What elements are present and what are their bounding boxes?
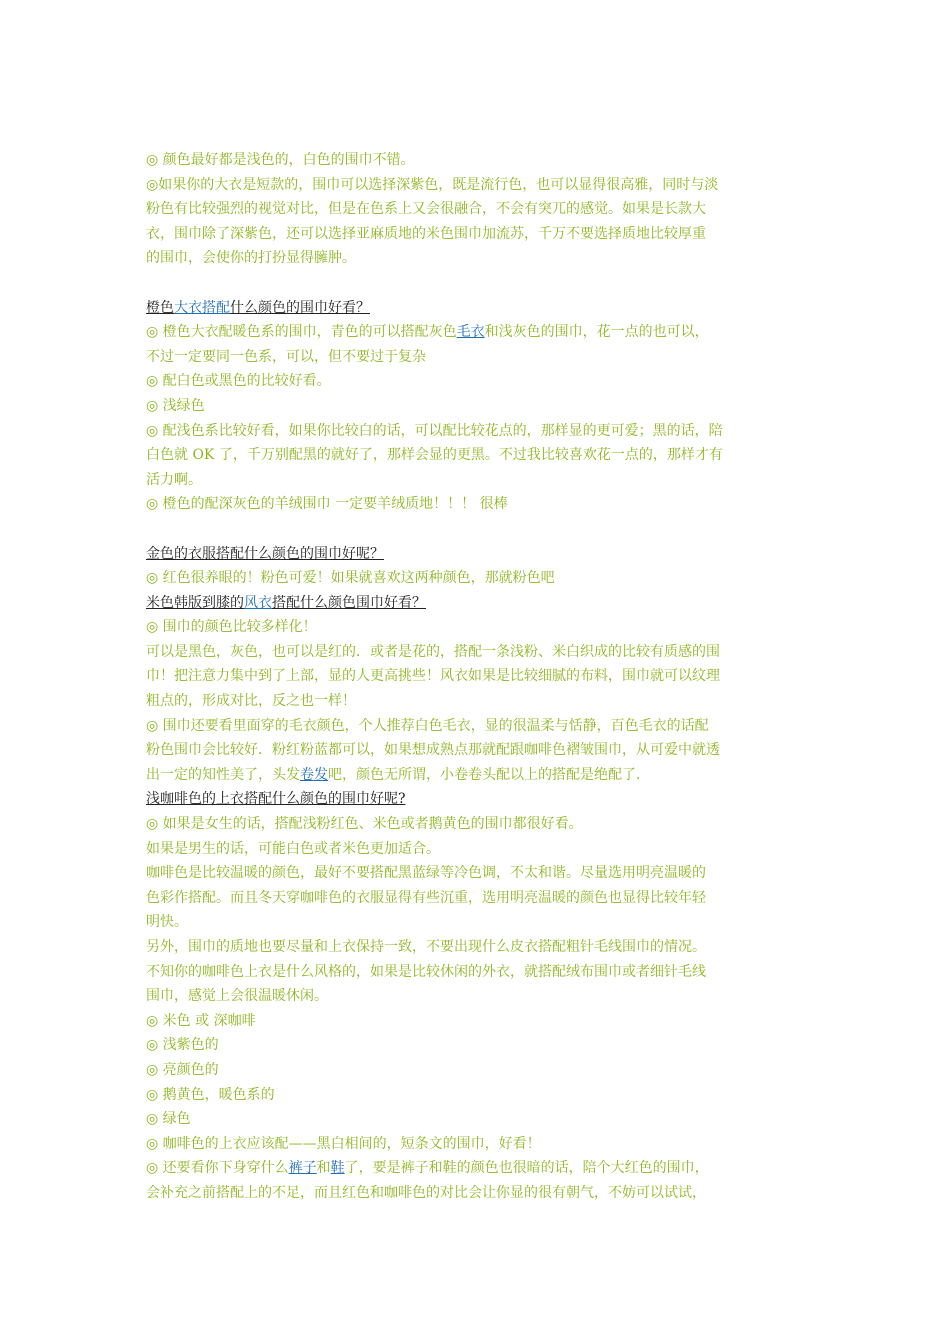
paragraph-line: ◎ 红色很养眼的！粉色可爱！如果就喜欢这两种颜色，那就粉色吧 (146, 570, 555, 587)
paragraph-line: 另外，围巾的质地也要尽量和上衣保持一致，不要出现什么皮衣搭配粗针毛线围巾的情况。 (146, 939, 706, 955)
link-coat-matching[interactable]: 大衣搭配 (174, 299, 230, 316)
text-span: ◎ 还要看你下身穿什么 (146, 1160, 289, 1177)
paragraph-line: ◎如果你的大衣是短款的，围巾可以选择深紫色，既是流行色，也可以显得很高雅，同时与淡 (146, 176, 719, 193)
link-trench-coat[interactable]: 风衣 (244, 594, 272, 611)
paragraph-line: ◎ 配浅色系比较好看，如果你比较白的话，可以配比较花点的，那样显的更可爱；黑的话，陪 (146, 422, 723, 439)
text-span: 和浅灰色的围巾，花一点的也可以， (484, 324, 709, 341)
paragraph-line: ◎ 咖啡色的上衣应该配——黑白相间的，短条文的围巾，好看！ (146, 1135, 541, 1152)
paragraph-line: 白色就 OK 了，千万别配黑的就好了，那样会显的更黑。不过我比较喜欢花一点的，那样才有 (146, 447, 723, 464)
paragraph-line: ◎ 浅绿色 (146, 397, 205, 414)
paragraph-line: 明快。 (146, 914, 188, 931)
heading-text: 搭配什么颜色围巾好看？ (272, 594, 426, 611)
section-heading-gold-clothes (146, 542, 816, 567)
heading-text: 金色的衣服搭配什么颜色的围巾好呢？ (146, 545, 384, 562)
heading-text: 米色韩版到膝的 (146, 594, 244, 611)
paragraph-line: 不过一定要同一色系，可以，但不要过于复杂 (146, 348, 426, 365)
text-span: 了，要是裤子和鞋的颜色也很暗的话，陪个大红色的围巾， (344, 1160, 709, 1177)
paragraph-line: ◎ 米色 或 深咖啡 (146, 1012, 256, 1029)
paragraph-line: 巾！把注意力集中到了上部，显的人更高挑些！风衣如果是比较细腻的布料，围巾就可以纹理 (146, 668, 720, 685)
paragraph-line (146, 320, 816, 345)
text-span: 出一定的知性美了，头发 (146, 766, 300, 783)
paragraph-line: 粗点的，形成对比，反之也一样！ (146, 693, 356, 710)
paragraph-line: ◎ 围巾还要看里面穿的毛衣颜色，个人推荐白色毛衣，显的很温柔与恬静，百色毛衣的话配 (146, 717, 709, 734)
text-span: ◎ 橙色大衣配暖色系的围巾，青色的可以搭配灰色 (146, 324, 457, 341)
paragraph-line: ◎ 围巾的颜色比较多样化！ (146, 619, 317, 636)
paragraph-line: 可以是黑色，灰色，也可以是红的．或者是花的，搭配一条浅粉、米白织成的比较有质感的围 (146, 643, 720, 660)
paragraph-line: 围巾，感觉上会很温暖休闲。 (146, 988, 328, 1005)
paragraph-line: 色彩作搭配。而且冬天穿咖啡色的衣服显得有些沉重，选用明亮温暖的颜色也显得比较年轻 (146, 889, 706, 906)
paragraph-line: ◎ 鹅黄色，暖色系的 (146, 1086, 275, 1103)
paragraph-line: ◎ 颜色最好都是浅色的，白色的围巾不错。 (146, 152, 415, 168)
paragraph-line: 如果是男生的话，可能白色或者米色更加适合。 (146, 840, 440, 857)
paragraph-line (146, 1156, 816, 1181)
paragraph-line: ◎ 浅紫色的 (146, 1037, 219, 1054)
section-heading-beige-trench (146, 591, 816, 616)
paragraph-line: 粉色围巾会比较好．粉红粉蓝都可以，如果想成熟点那就配跟咖啡色褶皱围巾，从可爱中就透 (146, 742, 720, 759)
paragraph-line: 会补充之前搭配上的不足，而且红色和咖啡色的对比会让你显的很有朝气，不妨可以试试， (146, 1184, 706, 1201)
heading-text: 浅咖啡色的上衣搭配什么颜色的围巾好呢? (146, 791, 406, 808)
heading-text: 橙色 (146, 299, 174, 316)
paragraph-line: 的围巾，会使你的打扮显得臃肿。 (146, 250, 356, 267)
document-page (146, 148, 816, 1206)
text-span: 吧，颜色无所谓，小卷卷头配以上的搭配是绝配了． (328, 766, 650, 783)
section-heading-orange-coat (146, 296, 816, 321)
paragraph-line: 不知你的咖啡色上衣是什么风格的，如果是比较休闲的外衣，就搭配绒布围巾或者细针毛线 (146, 963, 706, 980)
paragraph-line: ◎ 如果是女生的话，搭配浅粉红色、米色或者鹅黄色的围巾都很好看。 (146, 816, 583, 833)
link-sweater[interactable]: 毛衣 (456, 324, 485, 341)
heading-text: 什么颜色的围巾好看？ (230, 299, 370, 316)
paragraph-line: ◎ 配白色或黑色的比较好看。 (146, 373, 331, 390)
paragraph-line (146, 763, 816, 788)
paragraph-line: ◎ 亮颜色的 (146, 1061, 219, 1078)
paragraph-line: ◎ 橙色的配深灰色的羊绒围巾 一定要羊绒质地！！！ 很棒 (146, 496, 508, 513)
paragraph-line: 粉色有比较强烈的视觉对比，但是在色系上又会很融合，不会有突兀的感觉。如果是长款大 (146, 201, 706, 218)
link-pants[interactable]: 裤子 (288, 1160, 317, 1177)
link-shoes[interactable]: 鞋 (330, 1160, 345, 1177)
paragraph-line: 咖啡色是比较温暖的颜色，最好不要搭配黑蓝绿等冷色调，不太和谐。尽量选用明亮温暖的 (146, 865, 706, 882)
text-span: 和 (316, 1160, 331, 1177)
paragraph-line: 活力啊。 (146, 471, 202, 488)
section-heading-light-coffee-top (146, 787, 816, 812)
paragraph-line: 衣，围巾除了深紫色，还可以选择亚麻质地的米色围巾加流苏，千万不要选择质地比较厚重 (146, 225, 706, 242)
spacer (146, 517, 816, 542)
link-curly-hair[interactable]: 卷发 (300, 766, 328, 783)
spacer (146, 271, 816, 296)
paragraph-line: ◎ 绿色 (146, 1111, 191, 1128)
